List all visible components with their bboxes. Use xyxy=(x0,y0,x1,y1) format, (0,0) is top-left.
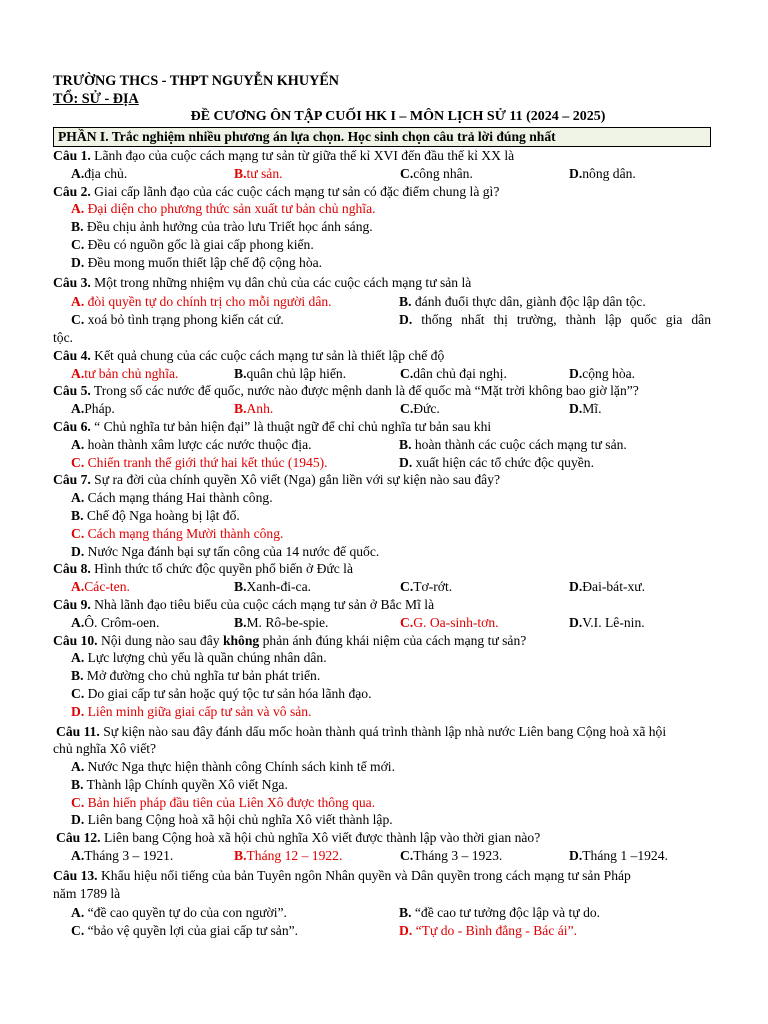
option-b: B. Chế độ Nga hoàng bị lật đổ. xyxy=(71,507,240,523)
options-6-row2 xyxy=(53,454,713,472)
question-number: Câu 12. xyxy=(56,830,101,846)
option-d: D. xuất hiện các tổ chức độc quyền. xyxy=(399,454,594,470)
option-a: A.Ô. Crôm-oen. xyxy=(71,614,160,630)
option-c-correct: C. Cách mạng tháng Mười thành công. xyxy=(71,525,284,541)
question-number: Câu 13. xyxy=(53,867,98,883)
option-d: D. Liên bang Cộng hoà xã hội chủ nghĩa Xô viết thành lập. xyxy=(71,812,393,828)
option-d: D.Tháng 1 –1924. xyxy=(569,848,668,864)
question-number: Câu 10. xyxy=(53,632,98,648)
question-text: Lãnh đạo của cuộc cách mạng tư sản từ giữa thế kỉ XVI đến đầu thế kỉ XX là xyxy=(90,148,515,163)
part-heading: PHẦN I. Trắc nghiệm nhiều phương án lựa chọn. Học sinh chọn câu trả lời đúng nhất xyxy=(53,127,711,147)
question-text: Sự kiện nào sau đây đánh dấu mốc hoàn thành quá trình thành lập nhà nước Liên bang Cộng hoà xã hội xyxy=(99,723,667,739)
option-b: B. Thành lập Chính quyền Xô viết Nga. xyxy=(71,776,288,792)
option-c: C.Tơ-rớt. xyxy=(400,579,453,595)
option-c: C. Đều có nguồn gốc là giai cấp phong kiến. xyxy=(71,236,314,252)
question-text: Trong số các nước đế quốc, nước nào được mệnh danh là đế quốc mà “Mặt trời không bao giờ lặn”? xyxy=(90,383,639,399)
option-b: B. “đề cao tư tưởng độc lập và tự do. xyxy=(399,905,601,921)
option-c: C.Tháng 3 – 1923. xyxy=(400,848,503,864)
options-3-row1 xyxy=(53,293,713,311)
option-c: C.dân chủ đại nghị. xyxy=(400,365,507,381)
option-a-correct: A. Đại diện cho phương thức sản xuất tư bản chủ nghĩa. xyxy=(71,201,376,217)
question-number: Câu 2. xyxy=(53,183,91,199)
option-a: A. “đề cao quyền tự do của con người”. xyxy=(71,905,287,921)
question-2 xyxy=(53,183,713,201)
option-c: C.Đức. xyxy=(400,401,440,417)
question-number: Câu 11. xyxy=(56,723,100,739)
question-number: Câu 6. xyxy=(53,418,91,434)
school-name: TRƯỜNG THCS - THPT NGUYỄN KHUYẾN xyxy=(53,73,340,89)
option-b-correct: B.Anh. xyxy=(234,401,274,417)
option-b: B.M. Rô-be-spie. xyxy=(234,614,329,630)
question-number: Câu 4. xyxy=(53,347,91,363)
option-d: D.nông dân. xyxy=(569,165,636,181)
option-a: A.Tháng 3 – 1921. xyxy=(71,848,174,864)
option-c: C. “bảo vệ quyền lợi của giai cấp tư sản”. xyxy=(71,923,299,939)
options-13-row2 xyxy=(53,922,713,940)
option-b-correct: B.Tháng 12 – 1922. xyxy=(234,848,343,864)
option-a: A. Cách mạng tháng Hai thành công. xyxy=(71,490,273,506)
option-a: A. Lực lượng chủ yếu là quần chúng nhân dân. xyxy=(71,650,327,666)
option-c-correct: C.G. Oa-sinh-tơn. xyxy=(400,614,499,630)
question-13 xyxy=(53,867,713,885)
option-a: A.Pháp. xyxy=(71,401,115,417)
option-b: B.quân chủ lập hiến. xyxy=(234,365,347,381)
option-a: A. Nước Nga thực hiện thành công Chính sách kinh tế mới. xyxy=(71,759,395,775)
option-a: A. hoàn thành xâm lược các nước thuộc địa. xyxy=(71,436,312,452)
question-text: Kết quả chung của các cuộc cách mạng tư sản là thiết lập chế độ xyxy=(90,347,445,363)
question-6 xyxy=(53,418,713,436)
options-6-row1 xyxy=(53,436,713,454)
question-1 xyxy=(53,147,713,165)
question-text: Sự ra đời của chính quyền Xô viết (Nga) gắn liền với sự kiện nào sau đây? xyxy=(90,472,501,488)
question-number: Câu 3. xyxy=(53,274,91,290)
emphasis-not: không xyxy=(222,632,260,648)
question-text-continuation: chủ nghĩa Xô viết? xyxy=(53,741,157,757)
option-c: C. xoá bỏ tình trạng phong kiến cát cứ. xyxy=(71,312,284,328)
department: TỔ: SỬ - ĐỊA xyxy=(53,91,139,107)
question-12 xyxy=(56,829,713,847)
option-d-correct: D. “Tự do - Bình đẳng - Bác ái”. xyxy=(399,923,577,939)
option-b: B. hoàn thành các cuộc cách mạng tư sản. xyxy=(399,436,627,452)
option-c: C. Do giai cấp tư sản hoặc quý tộc tư sản hóa lãnh đạo. xyxy=(71,685,372,701)
option-a-correct: A. đòi quyền tự do chính trị cho mỗi người dân. xyxy=(71,294,332,310)
question-7 xyxy=(53,471,713,489)
option-a-correct: A.tư bản chủ nghĩa. xyxy=(71,365,179,381)
option-d: D.Đai-bát-xư. xyxy=(569,579,646,595)
option-c: C.công nhân. xyxy=(400,165,473,181)
option-d: D.V.I. Lê-nin. xyxy=(569,614,645,630)
options-9 xyxy=(53,614,713,632)
option-d: D. Nước Nga đánh bại sự tấn công của 14 nước đế quốc. xyxy=(71,543,380,559)
options-13-row1 xyxy=(53,904,713,922)
option-c-correct: C. Bản hiến pháp đầu tiên của Liên Xô được thông qua. xyxy=(71,794,376,810)
option-d: D.Mĩ. xyxy=(569,401,602,417)
question-number: Câu 5. xyxy=(53,383,91,399)
options-3-row2 xyxy=(53,311,713,329)
exam-document xyxy=(53,72,713,940)
question-text: Khẩu hiệu nổi tiếng của bản Tuyên ngôn Nhân quyền và Dân quyền trong cách mạng tư sản Pháp xyxy=(97,867,631,883)
option-d-correct: D. Liên minh giữa giai cấp tư sản và vô sản. xyxy=(71,703,312,719)
question-text: Giai cấp lãnh đạo của các cuộc cách mạng tư sản có đặc điểm chung là gì? xyxy=(90,183,500,199)
options-4 xyxy=(53,365,713,383)
question-text: “ Chủ nghĩa tư bản hiện đại” là thuật ngữ để chỉ chủ nghĩa tư bản sau khi xyxy=(90,418,492,434)
options-12 xyxy=(53,847,713,865)
option-b: B. đánh đuổi thực dân, giành độc lập dân tộc. xyxy=(399,294,646,310)
option-d: D. Đều mong muốn thiết lập chế độ cộng hòa. xyxy=(71,254,323,270)
question-number: Câu 1. xyxy=(53,148,91,163)
options-5 xyxy=(53,400,713,418)
question-number: Câu 9. xyxy=(53,596,91,612)
question-number: Câu 7. xyxy=(53,472,91,488)
question-11 xyxy=(56,723,713,741)
question-4 xyxy=(53,347,713,365)
option-d-continuation: tộc. xyxy=(53,329,74,345)
option-d: D. thống nhất thị trường, thành lập quốc gia dân xyxy=(399,312,711,328)
question-10: Câu 10. Nội dung nào sau đây không phản ánh đúng khái niệm của cách mạng tư sản? xyxy=(53,632,527,648)
options-1 xyxy=(53,165,713,183)
document-title: ĐỀ CƯƠNG ÔN TẬP CUỐI HK I – MÔN LỊCH SỬ 11 (2024 – 2025) xyxy=(190,109,606,124)
option-d: D.cộng hòa. xyxy=(569,365,636,381)
options-8 xyxy=(53,578,713,596)
question-3 xyxy=(53,274,713,292)
option-a: A.địa chủ. xyxy=(71,165,128,181)
question-5 xyxy=(53,382,713,400)
question-8 xyxy=(53,560,713,578)
option-b: B. Đều chịu ảnh hưởng của trào lưu Triết học ánh sáng. xyxy=(71,219,373,235)
option-b: B.Xanh-đi-ca. xyxy=(234,579,312,595)
option-a-correct: A.Các-ten. xyxy=(71,579,130,595)
question-text: Liên bang Cộng hoà xã hội chủ nghĩa Xô viết được thành lập vào thời gian nào? xyxy=(100,830,541,846)
question-number: Câu 8. xyxy=(53,561,91,577)
question-text-continuation: năm 1789 là xyxy=(53,885,121,901)
option-b: B. Mở đường cho chủ nghĩa tư bản phát triển. xyxy=(71,668,321,684)
question-text: Nhà lãnh đạo tiêu biểu của cuộc cách mạng tư sản ở Bắc Mĩ là xyxy=(90,596,435,612)
question-text: Một trong những nhiệm vụ dân chủ của các cuộc cách mạng tư sản là xyxy=(90,274,472,290)
question-text: Hình thức tổ chức độc quyền phổ biến ở Đức là xyxy=(90,561,353,577)
question-9 xyxy=(53,596,713,614)
option-c-correct: C. Chiến tranh thế giới thứ hai kết thúc (1945). xyxy=(71,454,328,470)
option-b-correct: B.tư sản. xyxy=(234,165,283,181)
